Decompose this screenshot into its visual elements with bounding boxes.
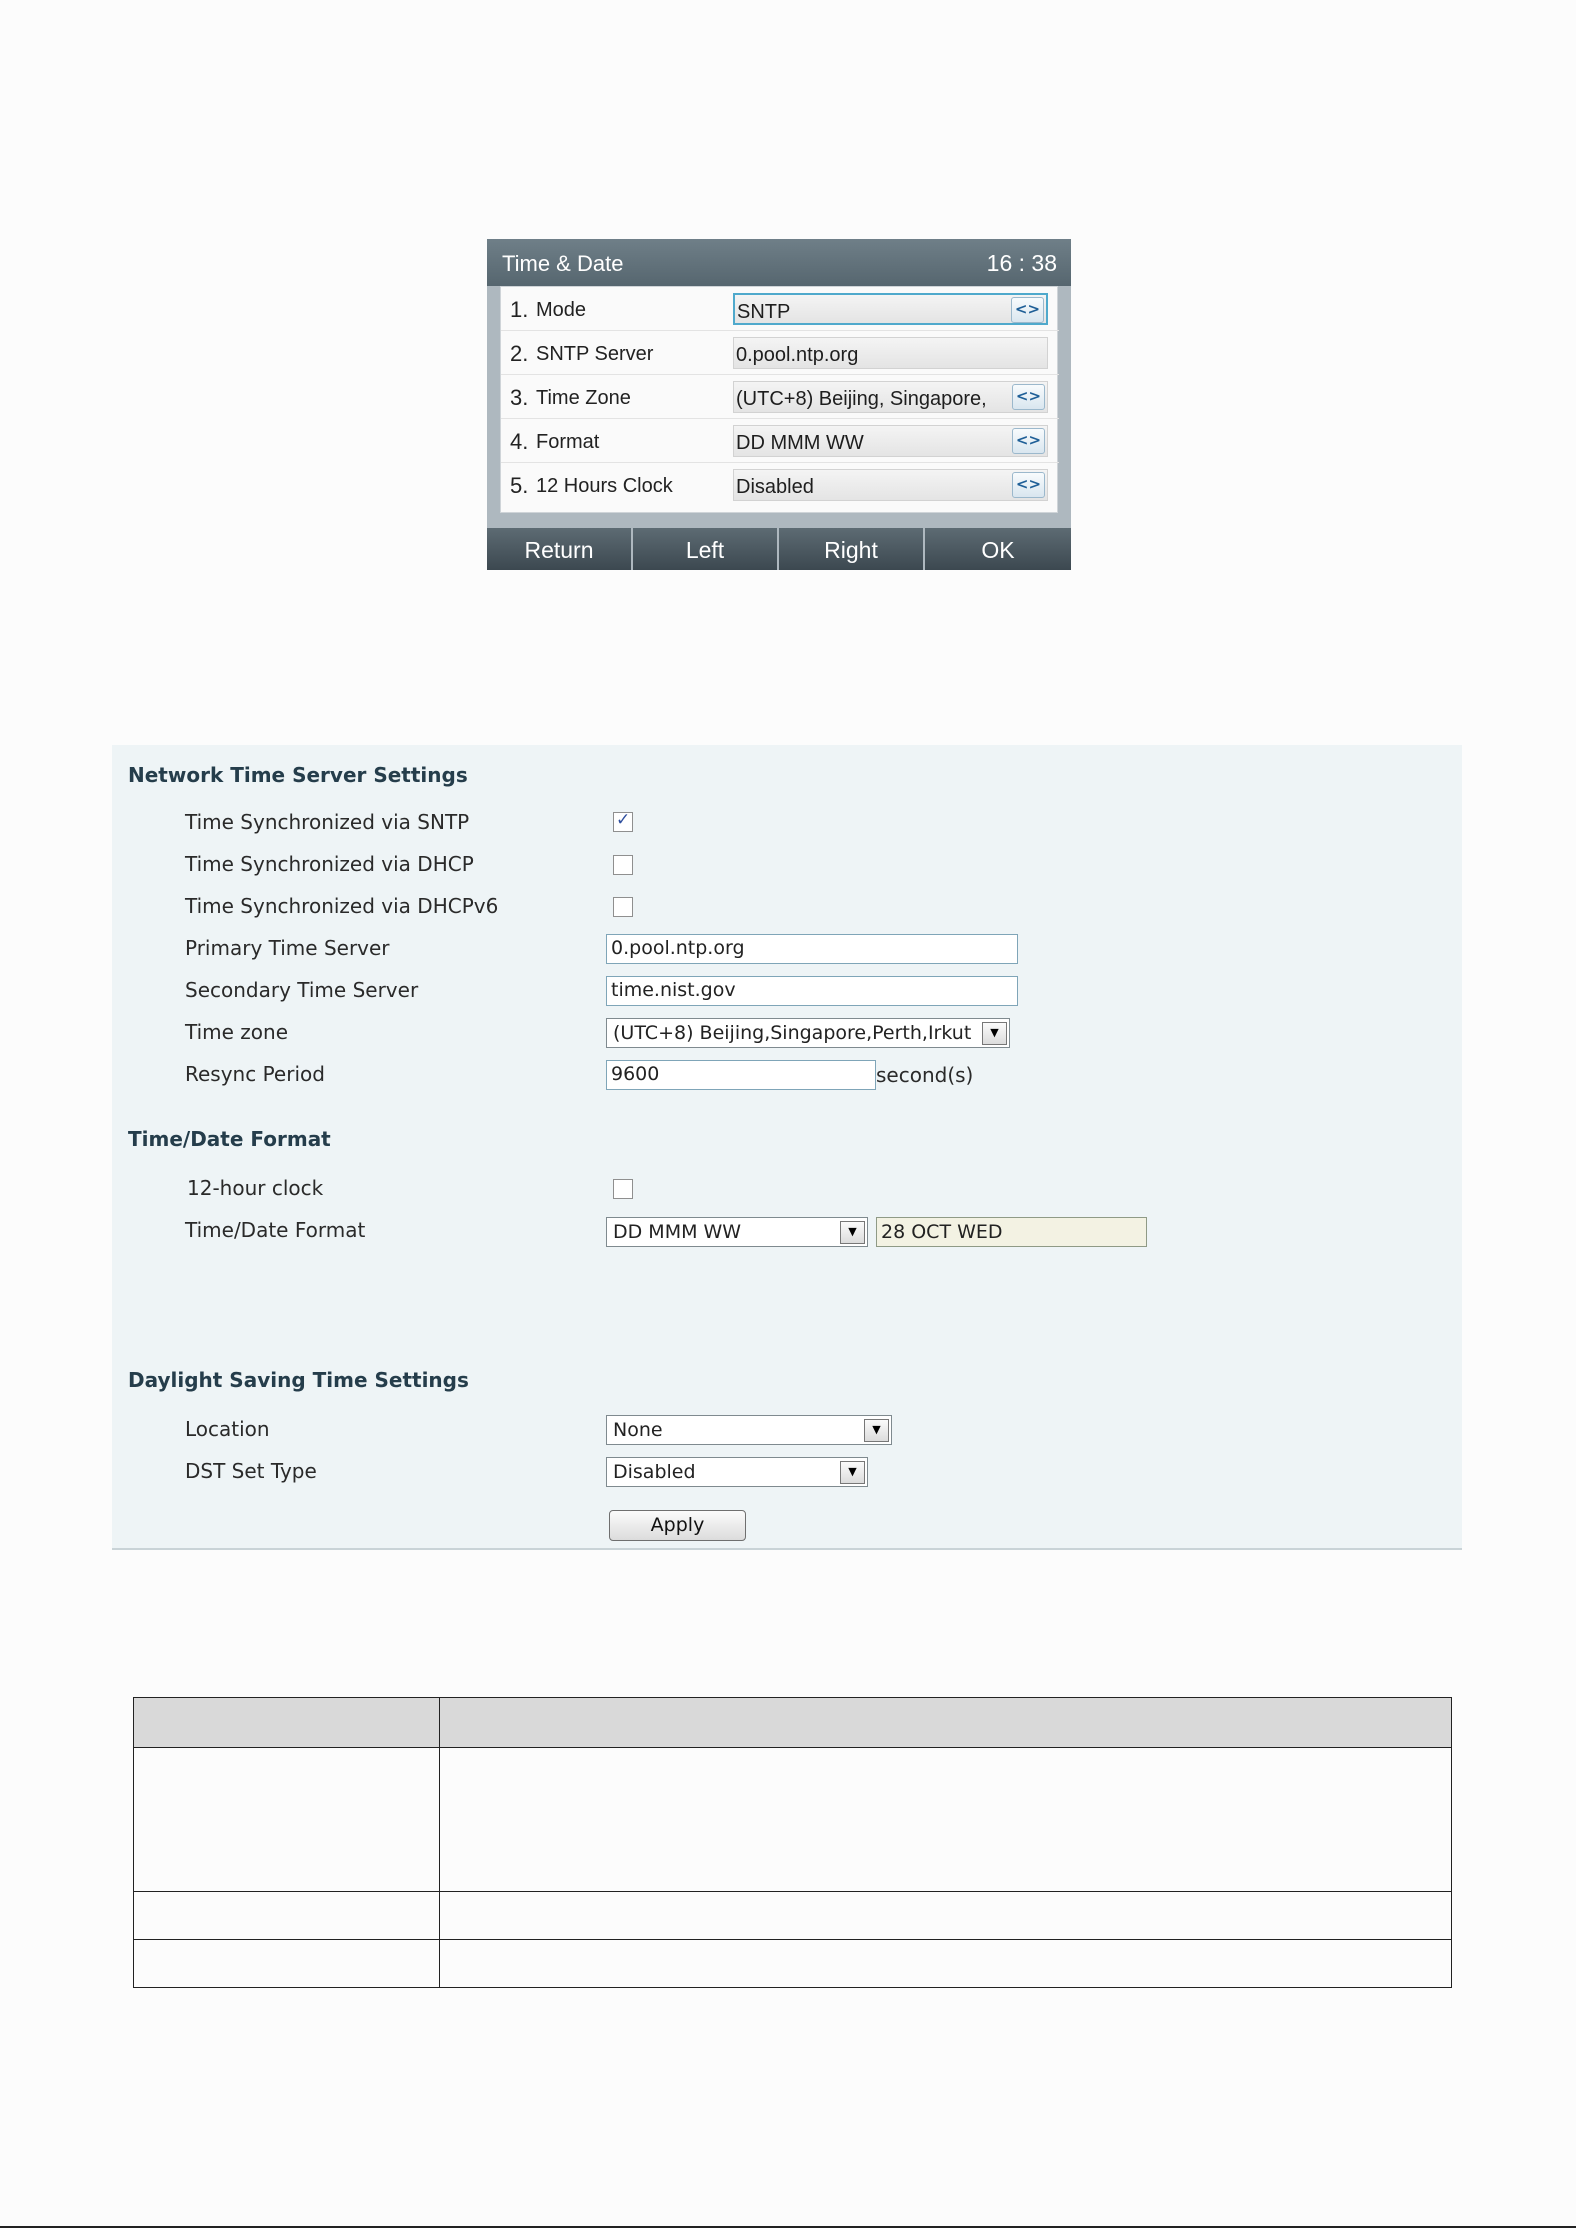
sntp-server-field[interactable] [733,337,1048,369]
resync-period-label: Resync Period [185,1062,325,1086]
phone-title: Time & Date [502,251,624,276]
table-cell [134,1748,440,1892]
table-cell [440,1892,1452,1940]
format-value: DD MMM WW [736,432,864,454]
table-row [134,1940,1452,1988]
mode-value: SNTP [737,301,791,323]
table-header-cell [134,1698,440,1748]
phone-header [487,239,1071,286]
time-zone-value: (UTC+8) Beijing, Singapore, [736,388,987,410]
row-label: Mode [536,299,587,321]
table-header-cell [440,1698,1452,1748]
time-zone-select-value: (UTC+8) Beijing,Singapore,Perth,Irkut [613,1022,972,1044]
row-number: 1. [510,297,529,322]
resync-period-input[interactable]: 9600 [606,1060,876,1090]
left-right-arrows-icon[interactable]: <> [1012,472,1045,498]
dropdown-arrow-icon[interactable]: ▼ [864,1419,889,1442]
12-hour-clock-checkbox[interactable] [613,1179,633,1199]
row-number: 5. [510,473,529,498]
phone-row-time-zone[interactable] [501,375,1059,419]
dropdown-arrow-icon[interactable]: ▼ [840,1221,865,1244]
phone-clock: 16 : 38 [986,250,1057,276]
dst-section-title: Daylight Saving Time Settings [128,1368,469,1392]
row-number: 4. [510,429,529,454]
network-time-section-title: Network Time Server Settings [128,763,468,787]
time-date-format-section-title: Time/Date Format [128,1127,331,1151]
row-label: SNTP Server [536,343,654,365]
softkey-bar [487,528,1071,570]
left-right-arrows-icon[interactable]: <> [1012,428,1045,454]
12-hours-clock-value: Disabled [736,476,814,498]
dropdown-arrow-icon[interactable]: ▼ [840,1461,865,1484]
12-hours-clock-field[interactable] [733,469,1048,501]
dhcp-sync-label: Time Synchronized via DHCP [185,852,474,876]
row-label: Format [536,431,600,453]
resync-unit: second(s) [876,1063,974,1087]
row-number: 3. [510,385,529,410]
table-cell [134,1940,440,1988]
dhcpv6-sync-label: Time Synchronized via DHCPv6 [185,894,499,918]
dhcpv6-sync-checkbox[interactable] [613,897,633,917]
sntp-server-value: 0.pool.ntp.org [736,344,859,366]
softkey-ok[interactable]: OK [925,528,1071,570]
table-cell [440,1940,1452,1988]
web-config-panel [112,745,1462,1550]
phone-screen [487,239,1071,570]
apply-button[interactable]: Apply [609,1510,746,1541]
mode-field[interactable] [733,293,1048,325]
table-row [134,1748,1452,1892]
table-cell [440,1748,1452,1892]
dst-set-type-label: DST Set Type [185,1459,317,1483]
time-date-format-select[interactable] [606,1217,868,1247]
row-number: 2. [510,341,529,366]
table-cell [134,1892,440,1940]
row-label: Time Zone [536,387,631,409]
table-row [134,1892,1452,1940]
time-zone-field[interactable] [733,381,1048,413]
row-label: 12 Hours Clock [536,475,673,497]
secondary-time-server-label: Secondary Time Server [185,978,419,1002]
primary-time-server-input[interactable]: 0.pool.ntp.org [606,934,1018,964]
time-date-format-label: Time/Date Format [185,1218,366,1242]
location-label: Location [185,1417,270,1441]
left-right-arrows-icon[interactable]: <> [1011,297,1044,323]
softkey-right[interactable]: Right [779,528,923,570]
time-date-format-select-value: DD MMM WW [613,1221,742,1243]
dst-set-type-select[interactable] [606,1457,868,1487]
format-field[interactable] [733,425,1048,457]
time-zone-select[interactable] [606,1018,1010,1048]
parameter-table [133,1697,1452,1988]
softkey-left[interactable]: Left [633,528,777,570]
phone-row-12-hours-clock[interactable] [501,463,1059,507]
checkmark-icon: ✓ [616,810,631,830]
location-select-value: None [613,1419,663,1441]
dropdown-arrow-icon[interactable]: ▼ [982,1022,1007,1045]
location-select[interactable] [606,1415,892,1445]
phone-row-format[interactable] [501,419,1059,463]
phone-row-sntp-server[interactable] [501,331,1059,375]
phone-row-mode[interactable] [501,287,1059,331]
secondary-time-server-input[interactable]: time.nist.gov [606,976,1018,1006]
12-hour-clock-label: 12-hour clock [187,1176,324,1200]
dst-set-type-select-value: Disabled [613,1461,696,1483]
phone-menu-list [500,286,1058,513]
left-right-arrows-icon[interactable]: <> [1012,384,1045,410]
date-format-preview: 28 OCT WED [876,1217,1147,1247]
dhcp-sync-checkbox[interactable] [613,855,633,875]
sntp-sync-label: Time Synchronized via SNTP [185,810,470,834]
table-header-row [134,1698,1452,1748]
primary-time-server-label: Primary Time Server [185,936,390,960]
sntp-sync-checkbox[interactable] [613,812,633,832]
softkey-return[interactable]: Return [487,528,631,570]
time-zone-label: Time zone [185,1020,289,1044]
